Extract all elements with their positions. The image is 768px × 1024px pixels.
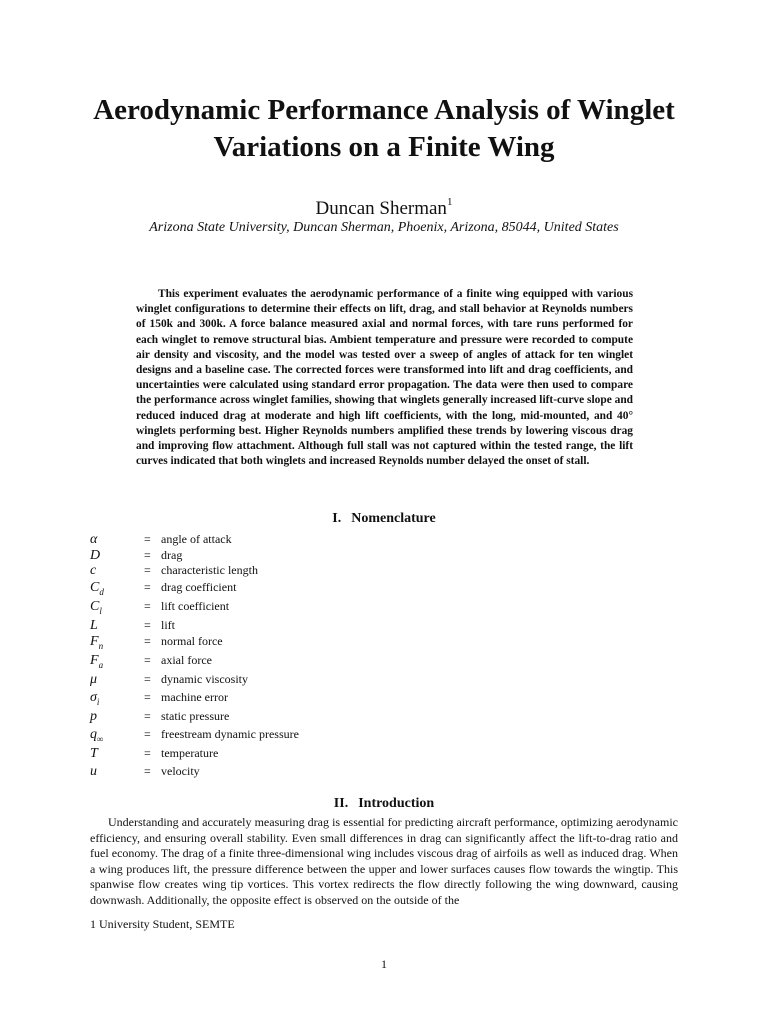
symbol-subscript: a [98,659,104,670]
symbol-main: σ [90,690,97,705]
nomenclature-symbol [90,709,97,725]
symbol-main: T [90,746,98,761]
nomenclature-symbol [90,690,99,707]
equals-sign: = [144,532,151,546]
nomenclature-definition: static pressure [161,709,230,723]
page-number: 1 [381,957,387,971]
equals-sign: = [144,727,151,741]
symbol-main: F [90,634,99,649]
affiliation: Arizona State University, Duncan Sherman, Phoenix, Arizona, 85044, United States [149,220,619,235]
nomenclature-number: I. [332,511,342,526]
nomenclature-symbol [90,563,96,579]
symbol-main: α [90,532,98,547]
equals-sign: = [144,599,151,613]
nomenclature-symbol [90,599,102,616]
nomenclature-definition: lift coefficient [161,599,230,613]
equals-sign: = [144,746,151,760]
introduction-number: II. [333,796,349,811]
nomenclature-definition: characteristic length [161,563,258,577]
nomenclature-symbol [90,580,104,597]
symbol-main: L [90,618,98,633]
nomenclature-symbol [90,764,97,780]
equals-sign: = [144,709,151,723]
symbol-subscript: i [96,696,100,707]
equals-sign: = [144,764,151,778]
nomenclature-definition: velocity [161,764,200,778]
symbol-main: C [90,599,100,614]
symbol-main: D [90,548,101,563]
footnote: 1 University Student, SEMTE [90,917,235,931]
nomenclature-definition: drag coefficient [161,580,237,594]
symbol-main: p [90,709,97,724]
equals-sign: = [144,548,151,562]
nomenclature-definition: freestream dynamic pressure [161,727,299,741]
symbol-main: F [90,653,99,668]
nomenclature-symbol [90,532,97,548]
nomenclature-title: Nomenclature [351,511,436,526]
nomenclature-definition: normal force [161,634,223,648]
nomenclature-symbol [90,634,103,651]
nomenclature-definition: lift [161,618,175,632]
nomenclature-definition: axial force [161,653,212,667]
nomenclature-symbol [90,746,98,762]
nomenclature-symbol [90,672,97,688]
symbol-subscript: ∞ [97,733,104,744]
symbol-main: u [90,764,97,779]
equals-sign: = [144,563,151,577]
equals-sign: = [144,580,151,594]
abstract: This experiment evaluates the aerodynamic performance of a finite wing equipped with various winglet configurations to determine their effects on lift, drag, and stall behavior at Reynolds numbers of 150k and 300k. A force balance measured axial and normal forces, with tare runs performed for each winglet to remove structural bias. Ambient temperature and pressure were recorded to compute air density and viscosity, and the model was tested over a sweep of angles of attack for ten winglet designs and a baseline case. The corrected forces were transformed into lift and drag coefficients, and uncertainties were calculated using standard error propagation. The data were then used to compare the performance across winglet families, showing that winglets generally increased lift-curve slope and reduced induced drag at moderate and high lift coefficients, with the long, mid-mounted, and 40° winglets performing best. Higher Reynolds numbers amplified these trends by lowering viscous drag and improving flow attachment. Although full stall was not captured within the tested range, the lift curves indicated that both winglets and increased Reynolds number delayed the onset of stall. [136,288,633,468]
author-footnote-marker: 1 [446,196,453,208]
equals-sign: = [144,690,151,704]
equals-sign: = [144,672,151,686]
nomenclature-definition: dynamic viscosity [161,672,248,686]
nomenclature-symbol [90,618,98,634]
nomenclature-symbol [90,727,103,744]
symbol-subscript: d [99,586,104,597]
symbol-main: μ [90,672,98,687]
nomenclature-definition: machine error [161,690,228,704]
nomenclature-definition: angle of attack [161,532,232,546]
author-name: Duncan Sherman [315,198,447,219]
nomenclature-heading [0,511,768,527]
symbol-subscript: n [98,640,104,651]
author-line [0,196,768,220]
equals-sign: = [144,634,151,648]
introduction-paragraph: Understanding and accurately measuring drag is essential for predicting aircraft performance, optimizing aerodynamic efficiency, and ensuring overall stability. Even small differences in drag can significantly affect the lift-to-drag ratio and fuel economy. The drag of a finite three-dimensional wing includes viscous drag of airfoils as well as induced drag. When a wing produces lift, the pressure difference between the upper and lower surfaces causes flow towards the wingtip. This spanwise flow creates wing tip vortices. This vortex redirects the flow directly following the wing downward, causing downwash. Additionally, the opposite effect is observed on the outside of the [90,815,678,907]
introduction-heading [0,796,768,812]
equals-sign: = [144,618,151,632]
symbol-main: c [90,563,97,578]
symbol-subscript: l [99,605,102,616]
symbol-main: q [90,727,97,742]
nomenclature-definition: drag [161,548,183,562]
introduction-title: Introduction [358,796,435,811]
nomenclature-definition: temperature [161,746,219,760]
nomenclature-symbol [90,548,100,564]
symbol-main: C [90,580,100,595]
equals-sign: = [144,653,151,667]
nomenclature-symbol [90,653,103,670]
paper-title: Aerodynamic Performance Analysis of Winglet Variations on a Finite Wing [93,94,675,163]
